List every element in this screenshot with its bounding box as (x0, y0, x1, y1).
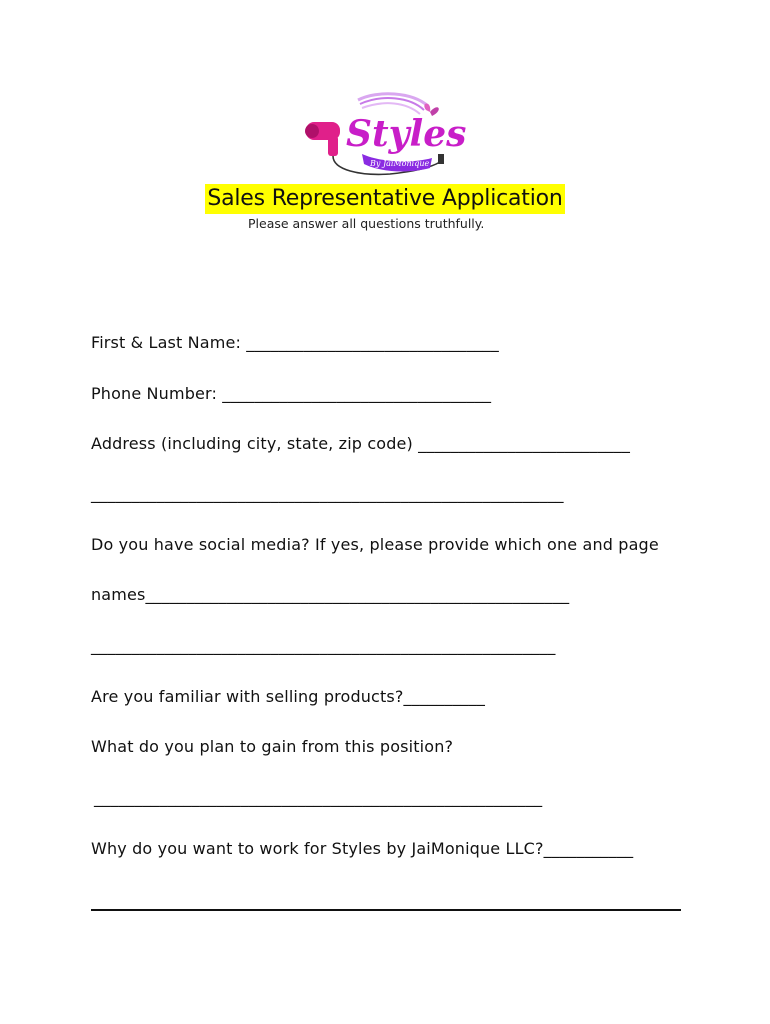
gain-question: What do you plan to gain from this position? (91, 737, 454, 756)
social-media-names-line[interactable]: names____________________________________________________ (91, 585, 570, 604)
signature-rule (91, 909, 681, 911)
brand-logo (300, 92, 467, 184)
title-container (0, 184, 770, 214)
styles-logo-icon (300, 92, 467, 184)
name-field-line[interactable]: First & Last Name: _______________________________ (91, 333, 499, 352)
phone-field-line[interactable]: Phone Number: _________________________________ (91, 384, 492, 403)
why-work-line[interactable]: Why do you want to work for Styles by JaiMonique LLC?___________ (91, 839, 634, 858)
address-continuation-line[interactable]: __________________________________________________________ (91, 484, 564, 503)
page-title: Sales Representative Application (205, 184, 564, 214)
gain-answer-line[interactable]: _______________________________________________________ (94, 788, 543, 807)
brand-subtext: By JaiMonique (370, 159, 430, 168)
brand-text: Styles (346, 113, 467, 155)
selling-experience-line[interactable]: Are you familiar with selling products?__________ (91, 687, 486, 706)
social-media-question: Do you have social media? If yes, please provide which one and page (91, 535, 659, 554)
page-subtitle: Please answer all questions truthfully. (248, 216, 485, 231)
social-media-continuation-line[interactable]: _________________________________________________________ (91, 636, 556, 655)
address-field-line[interactable]: Address (including city, state, zip code) __________________________ (91, 434, 631, 453)
